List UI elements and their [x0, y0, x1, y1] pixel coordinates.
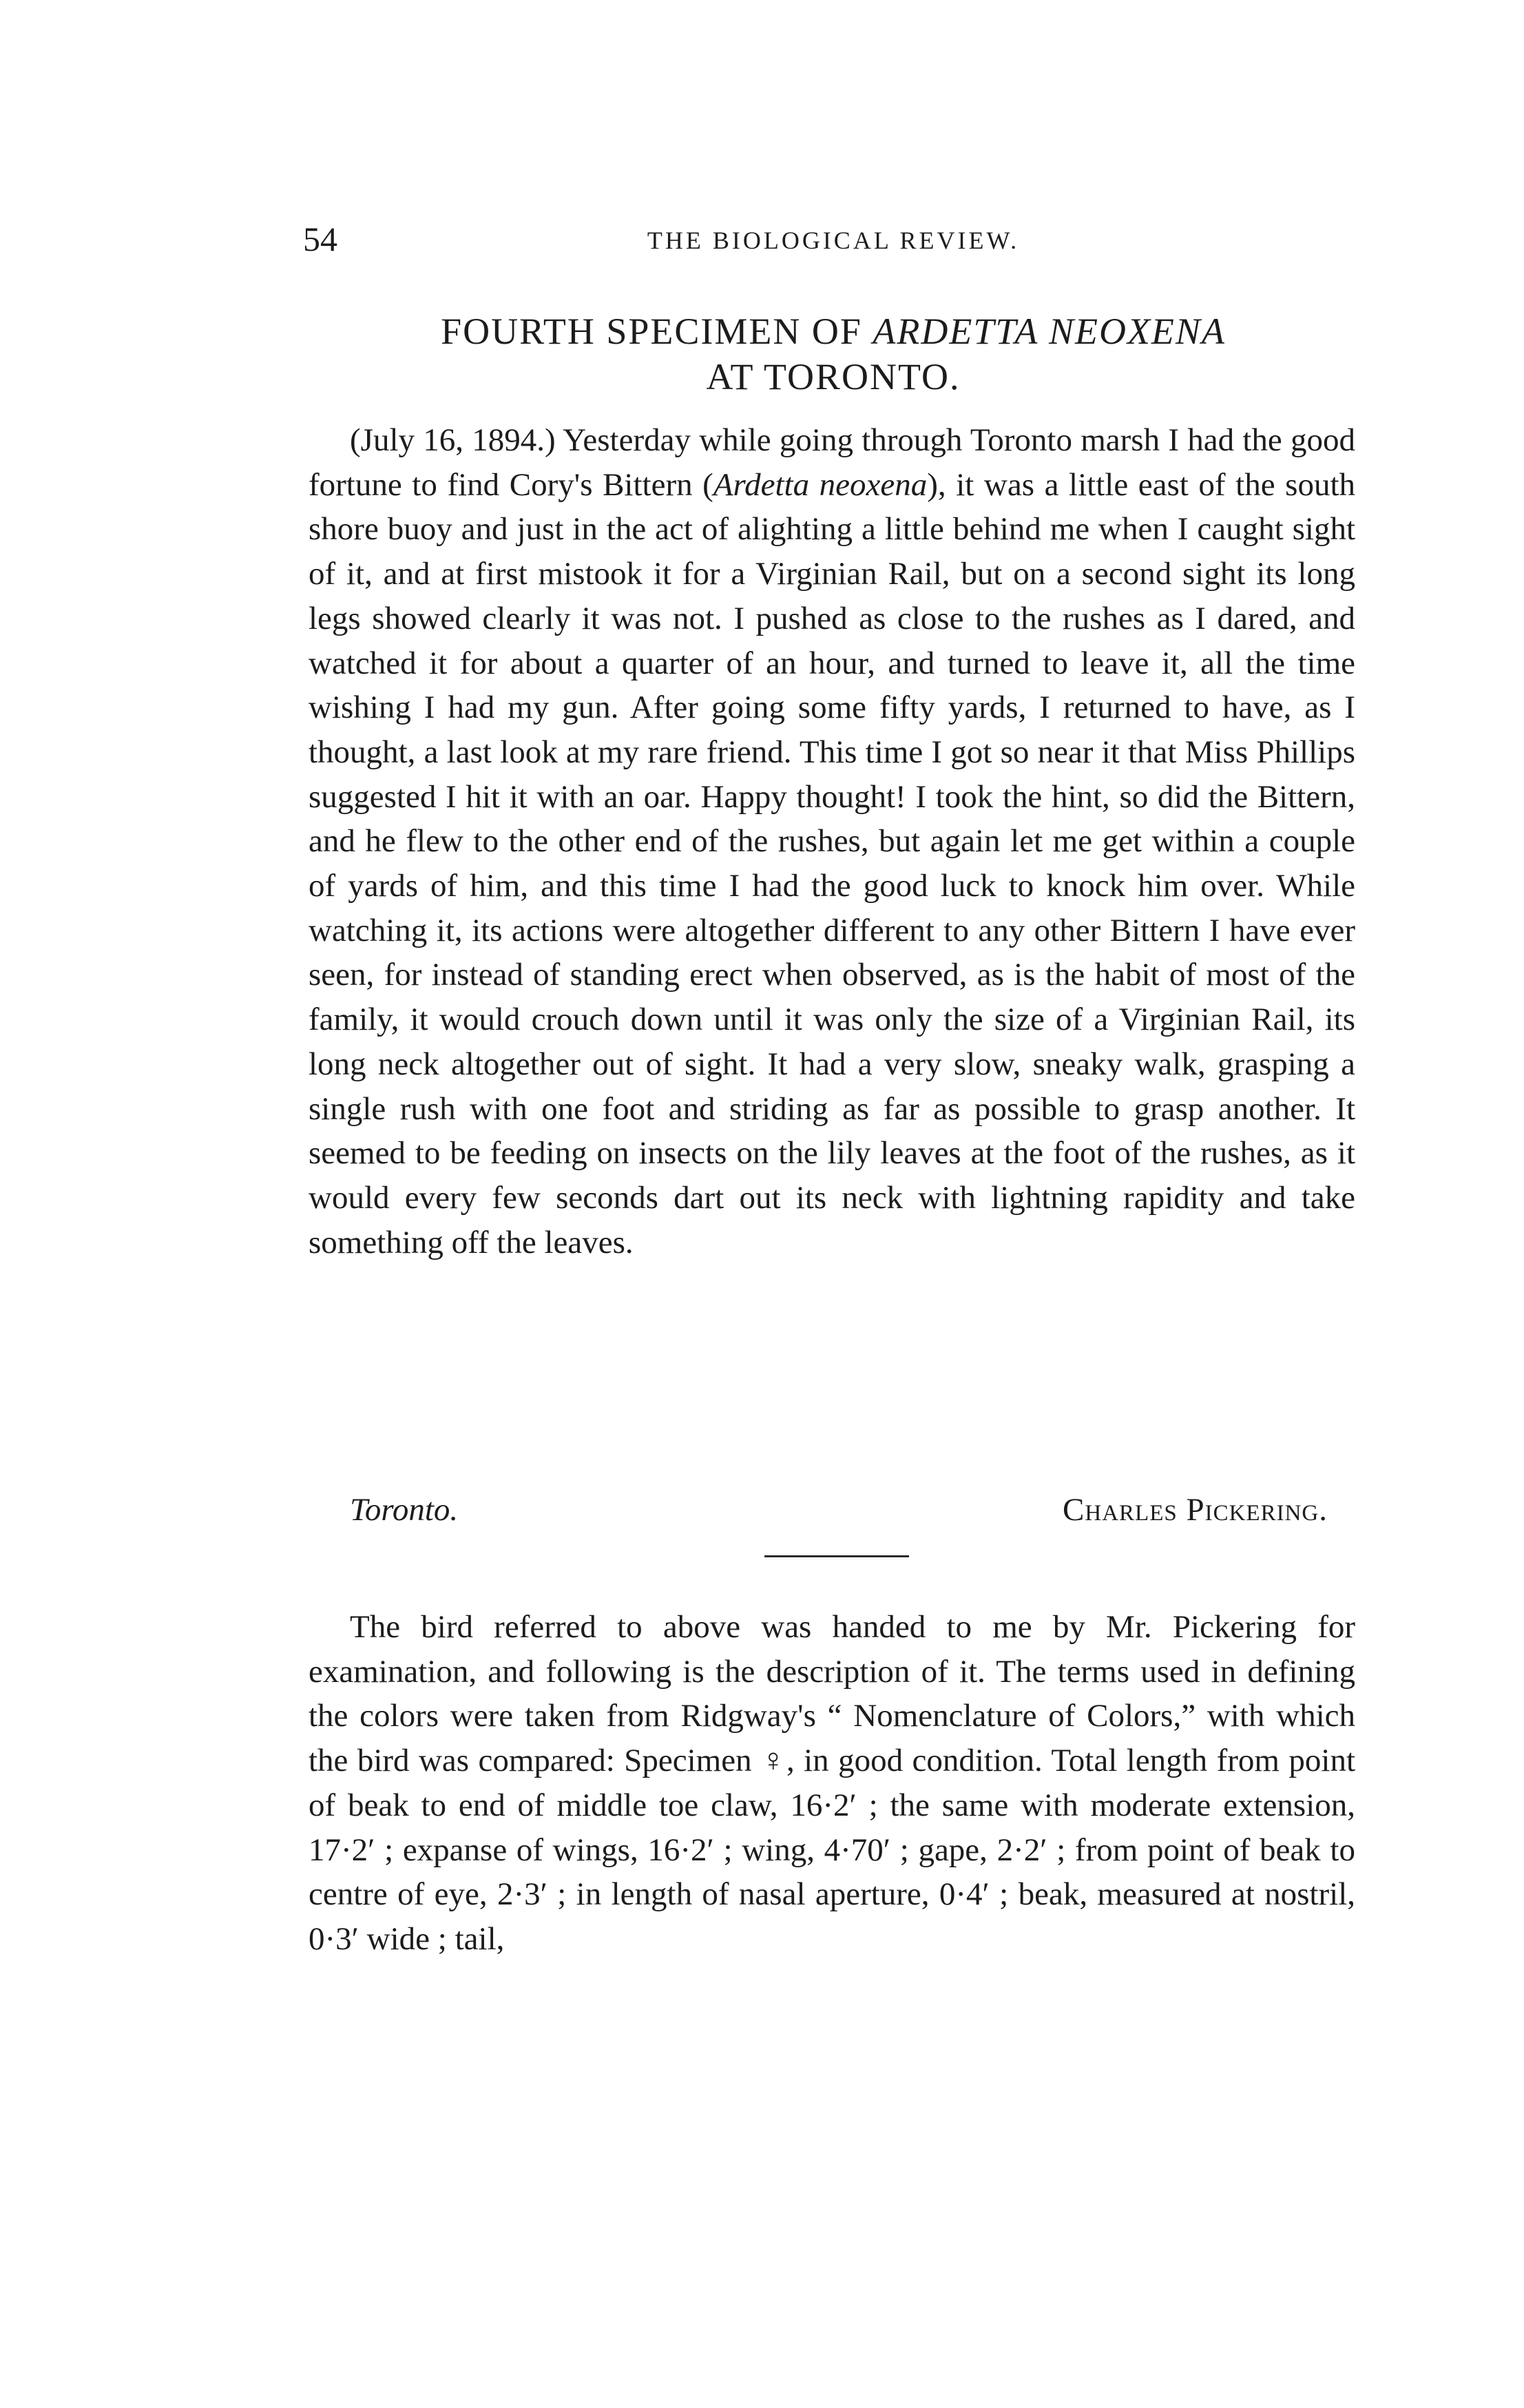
- section-divider: [764, 1555, 909, 1557]
- paragraph-1: [309, 418, 1355, 1265]
- signature-line: [309, 1491, 1355, 1535]
- page-header: [303, 219, 1364, 267]
- paragraph-description: [309, 1605, 1355, 1962]
- paragraph-observation: [309, 418, 1355, 1265]
- title-species-name: ARDETTA NEOXENA: [873, 311, 1226, 352]
- running-head: THE BIOLOGICAL REVIEW.: [647, 227, 1020, 254]
- signature-author: Charles Pickering.: [1063, 1492, 1328, 1528]
- species-name-italic: Ardetta neoxena: [713, 466, 928, 503]
- article-title: [303, 309, 1364, 399]
- paragraph-1-part-a: (July 16, 1894.) Yesterday while going through Toronto marsh I had the good fortune to find Cory's Bittern (: [309, 422, 1355, 503]
- paragraph-2: The bird referred to above was handed to me by Mr. Pickering for examination, and following is the description of it. The terms used in defining the colors were taken from Ridgway's “ Nomenclature of Colors,” with which the bird was compared: Specimen ♀, in good condition. Total length from point of beak to end of middle toe claw, 16·2′ ; the same with moderate extension, 17·2′ ; expanse of wings, 16·2′ ; wing, 4·70′ ; gape, 2·2′ ; from point of beak to centre of eye, 2·3′ ; in length of nasal aperture, 0·4′ ; beak, measured at nostril, 0·3′ wide ; tail,: [309, 1609, 1355, 1957]
- signature-place: Toronto.: [350, 1492, 459, 1528]
- page-number: 54: [303, 220, 337, 258]
- paragraph-1-part-c: ), it was a little east of the south shore buoy and just in the act of alighting a little behind me when I caught sight of it, and at first mistook it for a Virginian Rail, but on a second sight its long legs showed clearly it was not. I pushed as close to the rushes as I dared, and watched it for about a quarter of an hour, and turned to leave it, all the time wishing I had my gun. After going some fifty yards, I returned to have, as I thought, a last look at my rare friend. This time I got so near it that Miss Phillips suggested I hit it with an oar. Happy thought! I took the hint, so did the Bittern, and he flew to the other end of the rushes, but again let me get within a couple of yards of him, and this time I had the good luck to knock him over. While watching it, its actions were altogether different to any other Bittern I have ever seen, for instead of standing erect when observed, as is the habit of most of the family, it would crouch down until it was only the size of a Virginian Rail, its long neck altogether out of sight. It had a very slow, sneaky walk, grasping a single rush with one foot and striding as far as possible to grasp another. It seemed to be feeding on insects on the lily leaves at the foot of the rushes, as it would every few seconds dart out its neck with lightning rapidity and take something off the leaves.: [309, 466, 1355, 1260]
- title-line-1-prefix: FOURTH SPECIMEN OF: [441, 311, 873, 352]
- title-line-2: AT TORONTO.: [706, 356, 961, 397]
- title-line-1: [303, 309, 1364, 354]
